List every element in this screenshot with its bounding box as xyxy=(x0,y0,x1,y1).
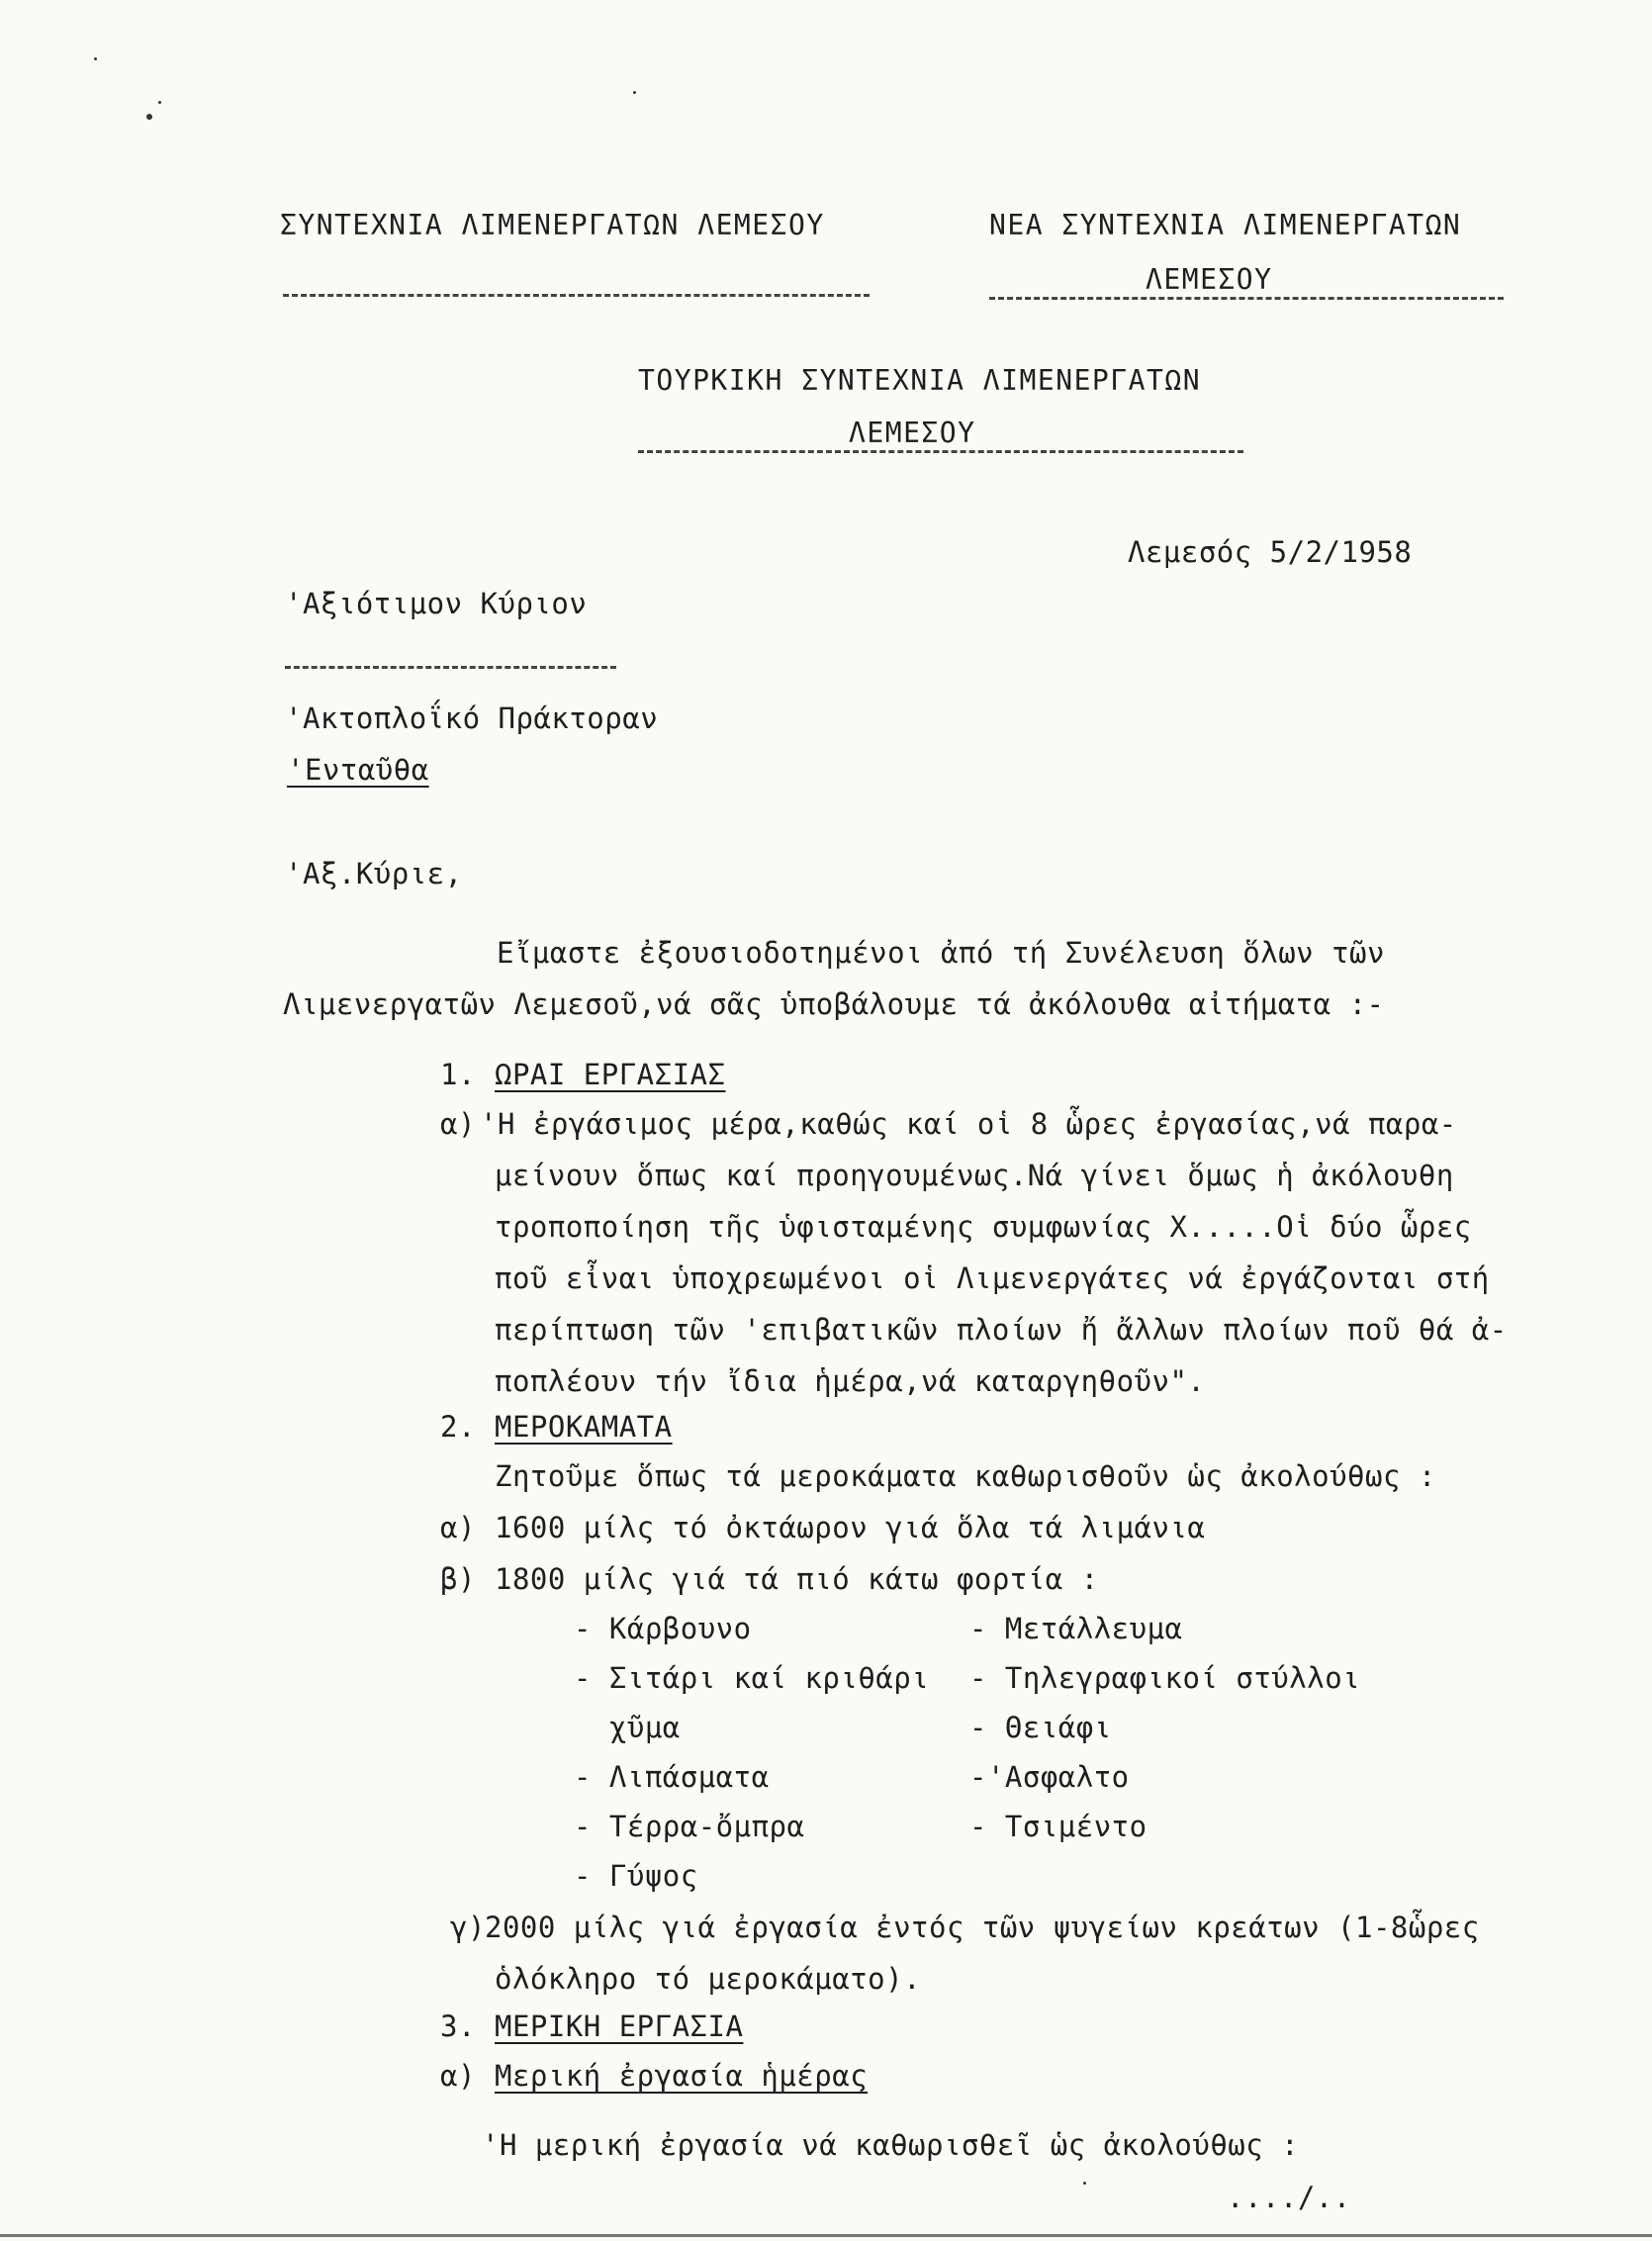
section3-item-a-label: α) xyxy=(440,2059,476,2093)
cargo-item: - Λιπάσματα xyxy=(574,1760,770,1794)
page-bottom-edge xyxy=(0,2234,1652,2237)
cargo-item: - Θειάφι xyxy=(969,1711,1112,1744)
letter-date: Λεμεσός 5/2/1958 xyxy=(1128,535,1413,569)
section2-title: ΜΕΡΟΚΑΜΑΤΑ xyxy=(495,1410,673,1444)
scan-speck xyxy=(1083,2182,1086,2185)
cargo-item: - Μετάλλευμα xyxy=(969,1612,1183,1645)
header-rule-center xyxy=(638,450,1243,453)
scan-speck xyxy=(146,114,152,120)
section1-item-a-line: ποῦ εἶναι ὑποχρεωμένοι οἱ Λιμενεργάτες νά ἐργάζονται στή xyxy=(495,1261,1490,1295)
section2-item-c-label: γ) xyxy=(450,1911,486,1944)
section2-number: 2. xyxy=(440,1410,476,1444)
salutation-line: 'Αξιότιμον Κύριον xyxy=(285,587,588,620)
section1-item-a-label: α) xyxy=(440,1107,476,1141)
scan-speck xyxy=(633,91,636,94)
continuation-mark: ..../.. xyxy=(1227,2181,1351,2214)
section2-item-a: 1600 μίλς τό ὀκτάωρον γιά ὅλα τά λιμάνια xyxy=(495,1511,1206,1544)
section1-title: ΩΡΑΙ ΕΡΓΑΣΙΑΣ xyxy=(495,1058,726,1091)
section3-title: ΜΕΡΙΚΗ ΕΡΓΑΣΙΑ xyxy=(495,2009,744,2043)
salutation-rule xyxy=(285,666,616,669)
union-right-line1: ΝΕΑ ΣΥΝΤΕΧΝΙΑ ΛΙΜΕΝΕΡΓΑΤΩΝ xyxy=(989,209,1462,241)
header-rule-left xyxy=(283,294,870,297)
section1-item-a-line: μείνουν ὅπως καί προηγουμένως.Νά γίνει ὅμως ἡ ἀκόλουθη xyxy=(495,1159,1454,1192)
scan-speck xyxy=(158,101,161,104)
recipient: 'Ακτοπλοΐκό Πράκτοραν xyxy=(285,701,659,735)
cargo-item: -'Ασφαλτο xyxy=(969,1760,1130,1794)
section1-item-a-line: περίπτωση τῶν 'επιβατικῶν πλοίων ἤ ἄλλων πλοίων ποῦ θά ἀ- xyxy=(495,1313,1508,1347)
section2-item-a-label: α) xyxy=(440,1511,476,1544)
section2-intro: Ζητοῦμε ὅπως τά μεροκάματα καθωρισθοῦν ὡς ἀκολούθως : xyxy=(495,1459,1436,1493)
section3-item-a-text: 'Η μερική ἐργασία νά καθωρισθεῖ ὡς ἀκολούθως : xyxy=(482,2128,1300,2162)
union-center-line1: ΤΟΥΡΚΙΚΗ ΣΥΝΤΕΧΝΙΑ ΛΙΜΕΝΕΡΓΑΤΩΝ xyxy=(638,364,1202,397)
section2-item-b-label: β) xyxy=(440,1562,476,1596)
header-rule-right xyxy=(989,297,1504,300)
greeting: 'Αξ.Κύριε, xyxy=(285,857,463,890)
intro-line: Εἴμαστε ἐξουσιοδοτημένοι ἀπό τή Συνέλευση ὅλων τῶν xyxy=(497,936,1385,970)
section2-item-c-line: ὁλόκληρο τό μεροκάματο). xyxy=(495,1962,922,1996)
cargo-item: - Γύψος xyxy=(574,1859,698,1893)
location: 'Ενταῦθα xyxy=(287,753,429,787)
section3-number: 3. xyxy=(440,2009,476,2043)
union-center-line2: ΛΕΜΕΣΟΥ xyxy=(849,417,976,449)
intro-line: Λιμενεργατῶν Λεμεσοῦ,νά σᾶς ὑποβάλουμε τά ἀκόλουθα αἰτήματα :- xyxy=(283,987,1385,1021)
section2-item-b: 1800 μίλς γιά τά πιό κάτω φορτία : xyxy=(495,1562,1099,1596)
cargo-item: χῦμα xyxy=(574,1711,681,1744)
section1-number: 1. xyxy=(440,1058,476,1091)
cargo-item: - Κάρβουνο xyxy=(574,1612,752,1645)
section3-item-a-title: Μερική ἐργασία ἡμέρας xyxy=(495,2059,869,2093)
section2-item-c-line: 2000 μίλς γιά ἐργασία ἐντός τῶν ψυγείων κρεάτων (1-8ὧρες xyxy=(485,1911,1480,1944)
section1-item-a-line: ποπλέουν τήν ἴδια ἡμέρα,νά καταργηθοῦν". xyxy=(495,1364,1206,1398)
cargo-item: - Σιτάρι καί κριθάρι xyxy=(574,1661,930,1695)
cargo-item: - Τσιμέντο xyxy=(969,1810,1147,1843)
scan-speck xyxy=(94,57,97,60)
union-left: ΣΥΝΤΕΧΝΙΑ ΛΙΜΕΝΕΡΓΑΤΩΝ ΛΕΜΕΣΟΥ xyxy=(280,209,825,241)
section1-item-a-line: τροποποίηση τῆς ὑφισταμένης συμφωνίας Χ.....Οἱ δύο ὧρες xyxy=(495,1210,1472,1244)
cargo-item: - Τηλεγραφικοί στύλλοι xyxy=(969,1661,1361,1695)
section1-item-a-line: 'Η ἐργάσιμος μέρα,καθώς καί οἱ 8 ὧρες ἐργασίας,νά παρα- xyxy=(480,1107,1457,1141)
cargo-item: - Τέρρα-ὄμπρα xyxy=(574,1810,805,1843)
union-right-line2: ΛΕΜΕΣΟΥ xyxy=(1146,263,1273,296)
